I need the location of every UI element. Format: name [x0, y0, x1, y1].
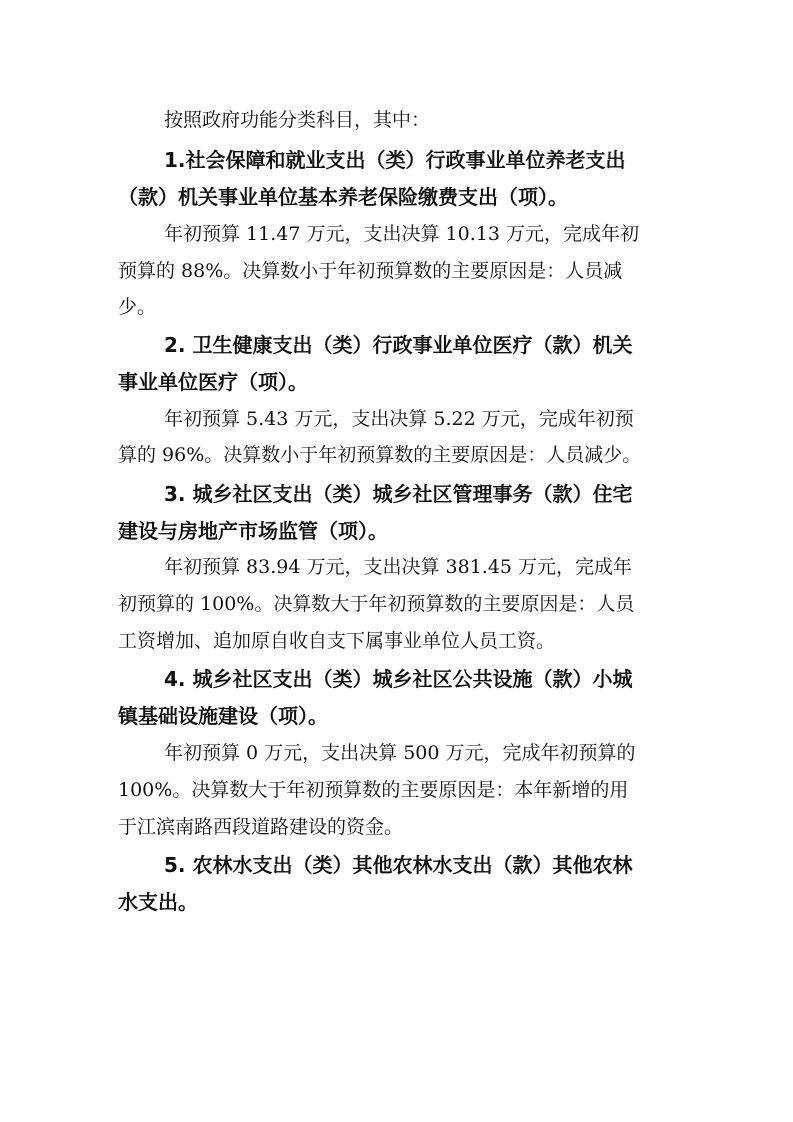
item-3-body-line-2: 初预算的 100%。决算数大于年初预算数的主要原因是：人员 — [118, 593, 635, 615]
item-1-heading-line-1: 1.社会保障和就业支出（类）行政事业单位养老支出 — [164, 148, 626, 172]
item-3-heading-line-1: 3. 城乡社区支出（类）城乡社区管理事务（款）住宅 — [164, 482, 633, 506]
item-3-heading-line-2: 建设与房地产市场监管（项）。 — [118, 519, 388, 543]
item-4-heading-line-2: 镇基础设施建设（项）。 — [118, 704, 328, 728]
intro-text: 按照政府功能分类科目，其中： — [164, 109, 431, 131]
item-4-body-line-3: 于江滨南路西段道路建设的资金。 — [118, 816, 404, 838]
item-4-body-line-1: 年初预算 0 万元，支出决算 500 万元，完成年初预算的 — [164, 742, 636, 764]
item-2-heading-line-2: 事业单位医疗（项）。 — [118, 370, 308, 394]
item-4-body-line-2: 100%。决算数大于年初预算数的主要原因是：本年新增的用 — [118, 779, 629, 801]
item-3-body-line-3: 工资增加、追加原自收自支下属事业单位人员工资。 — [118, 630, 556, 652]
item-1-body-line-2: 预算的 88%。决算数小于年初预算数的主要原因是：人员减 — [118, 260, 623, 282]
item-5-heading-line-1: 5. 农林水支出（类）其他农林水支出（款）其他农林 — [164, 853, 633, 877]
item-2-body-line-1: 年初预算 5.43 万元，支出决算 5.22 万元，完成年初预 — [164, 408, 634, 430]
item-5-heading-line-2: 水支出。 — [118, 890, 198, 914]
item-1-body-line-1: 年初预算 11.47 万元，支出决算 10.13 万元，完成年初 — [164, 223, 639, 245]
item-3-body-line-1: 年初预算 83.94 万元，支出决算 381.45 万元，完成年 — [164, 556, 633, 578]
item-1-body-line-3: 少。 — [118, 296, 157, 318]
item-2-body-line-2: 算的 96%。决算数小于年初预算数的主要原因是：人员减少。 — [118, 444, 642, 466]
item-1-heading-line-2: （款）机关事业单位基本养老保险缴费支出（项）。 — [118, 185, 568, 209]
item-2-heading-line-1: 2. 卫生健康支出（类）行政事业单位医疗（款）机关 — [164, 333, 633, 357]
item-4-heading-line-1: 4. 城乡社区支出（类）城乡社区公共设施（款）小城 — [164, 667, 633, 691]
